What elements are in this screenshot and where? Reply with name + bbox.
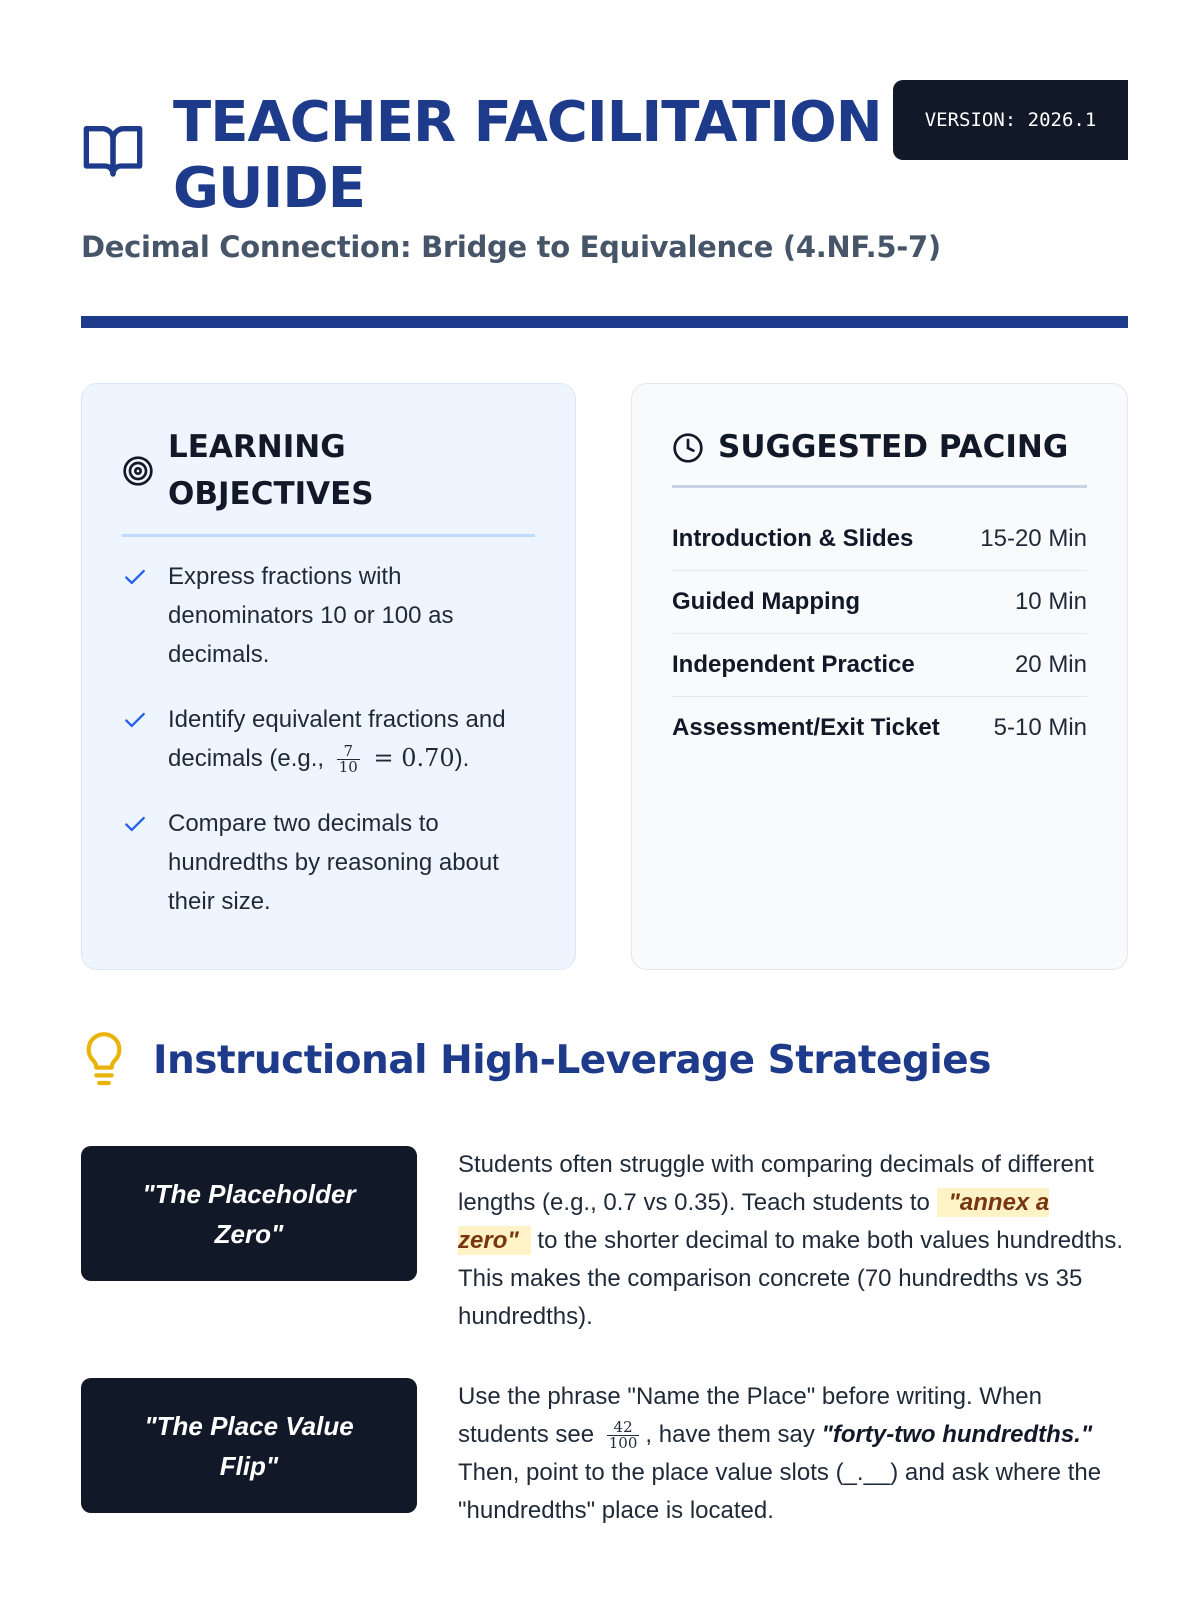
book-open-icon: [81, 118, 145, 182]
header-divider: [81, 316, 1128, 328]
pacing-row: [672, 571, 1087, 634]
pacing-duration: 5-10 Min: [993, 714, 1087, 741]
suggested-pacing-card: [631, 383, 1128, 970]
highlighted-term: "annex a zero": [458, 1189, 1050, 1254]
pacing-duration: 10 Min: [1014, 588, 1087, 615]
strategy-text: Use the phrase "Name the Place" before writing. When students see: [458, 1383, 1042, 1448]
strategy-label: "The Place Value Flip": [81, 1378, 417, 1513]
pacing-activity: Assessment/Exit Ticket: [672, 714, 940, 741]
pacing-activity: Introduction & Slides: [672, 525, 914, 552]
strategy-text: Students often struggle with comparing decimals of different lengths (e.g., 0.7 vs 0.35). Teach students to: [458, 1151, 1094, 1216]
fraction-42-100: [607, 1420, 640, 1451]
pacing-duration: 15-20 Min: [980, 525, 1087, 552]
objective-item: [122, 557, 535, 674]
objective-text-prefix: Identify equivalent fractions and decimals (e.g.,: [168, 706, 506, 772]
pacing-row: [672, 508, 1087, 571]
strategy-text: , have them say: [645, 1421, 822, 1448]
objectives-title: LEARNING OBJECTIVES: [168, 429, 374, 512]
pacing-header: [672, 424, 1087, 488]
pacing-duration: 20 Min: [1014, 651, 1087, 678]
learning-objectives-card: [81, 383, 576, 970]
check-icon: [122, 707, 148, 733]
version-badge: VERSION: 2026.1: [893, 80, 1128, 160]
objective-text: Compare two decimals to hundredths by reasoning about their size.: [168, 810, 499, 915]
pacing-row: [672, 634, 1087, 697]
fraction-denominator: 10: [338, 758, 358, 777]
pacing-title: SUGGESTED PACING: [718, 429, 1069, 465]
strategies-title: Instructional High-Leverage Strategies: [153, 1037, 991, 1083]
check-icon: [122, 564, 148, 590]
pacing-row: [672, 697, 1087, 759]
strategy-description: [458, 1146, 1128, 1336]
strategy-text: Then, point to the place value slots (_.__) and ask where the "hundredths" place is located.: [458, 1459, 1102, 1524]
objective-text-suffix: ).: [454, 745, 470, 772]
guide-header: [81, 80, 1128, 220]
strategy-text: to the shorter decimal to make both values hundredths. This makes the comparison concrete (70 hundredths vs 35 hundredths).: [458, 1227, 1124, 1330]
objective-math: = 0.70: [365, 744, 455, 772]
lightbulb-icon: [81, 1032, 127, 1088]
fraction-7-10: [337, 744, 360, 775]
strategies-header: [81, 1032, 991, 1088]
objectives-list: [122, 557, 535, 921]
fraction-numerator: 7: [343, 742, 354, 761]
objective-item: [122, 700, 535, 778]
target-icon: [122, 455, 154, 487]
fraction-denominator: 100: [608, 1434, 638, 1453]
strategy-description: [458, 1378, 1128, 1530]
objective-item: [122, 804, 535, 921]
clock-icon: [672, 432, 704, 464]
pacing-table: [672, 508, 1087, 759]
objectives-header: [122, 424, 535, 537]
page-subtitle: Decimal Connection: Bridge to Equivalence (4.NF.5-7): [81, 230, 941, 264]
page-title-line-2: GUIDE: [173, 156, 366, 221]
strategy-label: "The Placeholder Zero": [81, 1146, 417, 1281]
emphasized-phrase: "forty-two hundredths.": [821, 1421, 1093, 1448]
check-icon: [122, 811, 148, 837]
objective-text: [168, 700, 535, 778]
pacing-activity: Guided Mapping: [672, 588, 860, 615]
fraction-numerator: 42: [613, 1418, 633, 1437]
page-title-line-1: TEACHER FACILITATION: [173, 90, 882, 155]
pacing-activity: Independent Practice: [672, 651, 915, 678]
objective-text: Express fractions with denominators 10 or 100 as decimals.: [168, 563, 454, 668]
